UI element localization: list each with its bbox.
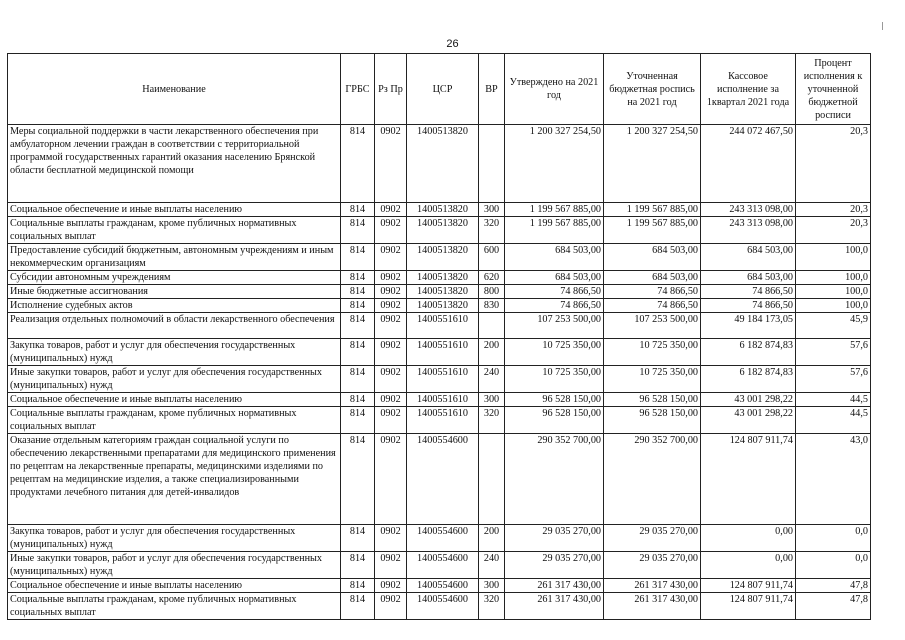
cell-name: Субсидии автономным учреждениям <box>8 271 341 285</box>
cell-vr <box>479 125 505 203</box>
cell-revised: 684 503,00 <box>604 271 701 285</box>
cell-name: Меры социальной поддержки в части лекарственного обеспечения при амбулаторном лечении граждан в соответствии с территориальной программой государственных гарантий оказания населению Брянской области бесплатной медицинской помощи <box>8 125 341 203</box>
cell-csr: 1400513820 <box>407 244 479 271</box>
cell-vr: 320 <box>479 593 505 620</box>
cell-approved: 684 503,00 <box>505 244 604 271</box>
table-row <box>8 366 871 393</box>
cell-cash: 43 001 298,22 <box>701 393 796 407</box>
cell-percent: 20,3 <box>796 125 871 203</box>
cell-rzpr: 0902 <box>375 313 407 339</box>
cell-grbs: 814 <box>341 525 375 552</box>
cell-vr: 800 <box>479 285 505 299</box>
table-row <box>8 525 871 552</box>
cell-percent: 100,0 <box>796 299 871 313</box>
cell-name: Иные закупки товаров, работ и услуг для обеспечения государственных (муниципальных) нужд <box>8 366 341 393</box>
cell-csr: 1400551610 <box>407 366 479 393</box>
header-name: Наименование <box>8 54 341 125</box>
cell-grbs: 814 <box>341 244 375 271</box>
cell-grbs: 814 <box>341 552 375 579</box>
cell-cash: 49 184 173,05 <box>701 313 796 339</box>
cell-rzpr: 0902 <box>375 366 407 393</box>
cell-rzpr: 0902 <box>375 579 407 593</box>
cell-name: Иные закупки товаров, работ и услуг для обеспечения государственных (муниципальных) нужд <box>8 552 341 579</box>
cell-name: Закупка товаров, работ и услуг для обеспечения государственных (муниципальных) нужд <box>8 339 341 366</box>
table-row <box>8 313 871 339</box>
header-cash: Кассовое исполнение за 1квартал 2021 года <box>701 54 796 125</box>
table-row <box>8 552 871 579</box>
cell-percent: 57,6 <box>796 339 871 366</box>
cell-approved: 261 317 430,00 <box>505 579 604 593</box>
cell-grbs: 814 <box>341 313 375 339</box>
cell-rzpr: 0902 <box>375 299 407 313</box>
cell-cash: 684 503,00 <box>701 271 796 285</box>
scan-edge-mark <box>882 22 883 30</box>
cell-vr <box>479 313 505 339</box>
cell-approved: 74 866,50 <box>505 285 604 299</box>
table-row <box>8 339 871 366</box>
cell-vr: 300 <box>479 579 505 593</box>
cell-name: Закупка товаров, работ и услуг для обеспечения государственных (муниципальных) нужд <box>8 525 341 552</box>
cell-vr: 300 <box>479 393 505 407</box>
cell-approved: 107 253 500,00 <box>505 313 604 339</box>
cell-csr: 1400554600 <box>407 434 479 525</box>
cell-grbs: 814 <box>341 299 375 313</box>
cell-percent: 47,8 <box>796 579 871 593</box>
cell-rzpr: 0902 <box>375 407 407 434</box>
cell-percent: 20,3 <box>796 203 871 217</box>
cell-csr: 1400551610 <box>407 393 479 407</box>
cell-approved: 684 503,00 <box>505 271 604 285</box>
cell-rzpr: 0902 <box>375 217 407 244</box>
cell-csr: 1400554600 <box>407 579 479 593</box>
cell-grbs: 814 <box>341 271 375 285</box>
cell-vr: 830 <box>479 299 505 313</box>
cell-csr: 1400513820 <box>407 125 479 203</box>
cell-grbs: 814 <box>341 339 375 366</box>
table-row <box>8 299 871 313</box>
cell-percent: 100,0 <box>796 285 871 299</box>
cell-percent: 100,0 <box>796 271 871 285</box>
cell-grbs: 814 <box>341 125 375 203</box>
cell-approved: 96 528 150,00 <box>505 393 604 407</box>
cell-rzpr: 0902 <box>375 525 407 552</box>
cell-revised: 29 035 270,00 <box>604 552 701 579</box>
cell-revised: 29 035 270,00 <box>604 525 701 552</box>
cell-grbs: 814 <box>341 203 375 217</box>
table-row <box>8 579 871 593</box>
cell-vr: 240 <box>479 366 505 393</box>
cell-revised: 10 725 350,00 <box>604 366 701 393</box>
cell-revised: 684 503,00 <box>604 244 701 271</box>
cell-cash: 243 313 098,00 <box>701 217 796 244</box>
cell-percent: 0,0 <box>796 525 871 552</box>
cell-grbs: 814 <box>341 285 375 299</box>
cell-name: Оказание отдельным категориям граждан социальной услуги по обеспечению лекарственными препаратами для медицинского применения по рецептам на лекарственные препараты, медицинскими изделиями по рецептам на медицинские изделия, а также специализированными продуктами лечебного питания для детей-инвалидов <box>8 434 341 525</box>
cell-csr: 1400554600 <box>407 525 479 552</box>
table-row <box>8 593 871 620</box>
cell-cash: 243 313 098,00 <box>701 203 796 217</box>
cell-rzpr: 0902 <box>375 434 407 525</box>
cell-rzpr: 0902 <box>375 552 407 579</box>
header-csr: ЦСР <box>407 54 479 125</box>
cell-revised: 10 725 350,00 <box>604 339 701 366</box>
table-row <box>8 434 871 525</box>
cell-csr: 1400551610 <box>407 313 479 339</box>
header-grbs: ГРБС <box>341 54 375 125</box>
page-number: 26 <box>446 38 459 50</box>
cell-revised: 96 528 150,00 <box>604 393 701 407</box>
cell-csr: 1400513820 <box>407 203 479 217</box>
cell-cash: 124 807 911,74 <box>701 593 796 620</box>
cell-percent: 57,6 <box>796 366 871 393</box>
cell-revised: 1 200 327 254,50 <box>604 125 701 203</box>
cell-rzpr: 0902 <box>375 203 407 217</box>
cell-rzpr: 0902 <box>375 393 407 407</box>
cell-grbs: 814 <box>341 434 375 525</box>
header-row <box>8 54 871 125</box>
cell-csr: 1400554600 <box>407 593 479 620</box>
cell-percent: 44,5 <box>796 393 871 407</box>
cell-grbs: 814 <box>341 407 375 434</box>
cell-cash: 43 001 298,22 <box>701 407 796 434</box>
cell-revised: 107 253 500,00 <box>604 313 701 339</box>
cell-revised: 74 866,50 <box>604 285 701 299</box>
cell-csr: 1400554600 <box>407 552 479 579</box>
cell-vr: 600 <box>479 244 505 271</box>
cell-grbs: 814 <box>341 217 375 244</box>
cell-approved: 1 199 567 885,00 <box>505 203 604 217</box>
header-vr: ВР <box>479 54 505 125</box>
cell-rzpr: 0902 <box>375 271 407 285</box>
cell-name: Социальные выплаты гражданам, кроме публичных нормативных социальных выплат <box>8 407 341 434</box>
cell-rzpr: 0902 <box>375 125 407 203</box>
cell-csr: 1400513820 <box>407 217 479 244</box>
cell-grbs: 814 <box>341 366 375 393</box>
cell-revised: 261 317 430,00 <box>604 593 701 620</box>
cell-grbs: 814 <box>341 393 375 407</box>
cell-approved: 290 352 700,00 <box>505 434 604 525</box>
cell-percent: 47,8 <box>796 593 871 620</box>
cell-cash: 124 807 911,74 <box>701 579 796 593</box>
cell-cash: 6 182 874,83 <box>701 366 796 393</box>
cell-vr: 200 <box>479 339 505 366</box>
cell-csr: 1400513820 <box>407 285 479 299</box>
cell-revised: 261 317 430,00 <box>604 579 701 593</box>
cell-rzpr: 0902 <box>375 244 407 271</box>
cell-rzpr: 0902 <box>375 339 407 366</box>
header-percent: Процент исполнения к уточненной бюджетной росписи <box>796 54 871 125</box>
cell-vr: 320 <box>479 217 505 244</box>
cell-revised: 290 352 700,00 <box>604 434 701 525</box>
cell-vr: 200 <box>479 525 505 552</box>
table-row <box>8 271 871 285</box>
cell-percent: 44,5 <box>796 407 871 434</box>
header-rzpr: Рз Пр <box>375 54 407 125</box>
cell-cash: 124 807 911,74 <box>701 434 796 525</box>
cell-percent: 20,3 <box>796 217 871 244</box>
header-revised: Уточненная бюджетная роспись на 2021 год <box>604 54 701 125</box>
cell-approved: 1 200 327 254,50 <box>505 125 604 203</box>
cell-approved: 10 725 350,00 <box>505 366 604 393</box>
cell-name: Социальное обеспечение и иные выплаты населению <box>8 579 341 593</box>
cell-cash: 0,00 <box>701 552 796 579</box>
cell-revised: 96 528 150,00 <box>604 407 701 434</box>
cell-grbs: 814 <box>341 593 375 620</box>
cell-name: Реализация отдельных полномочий в области лекарственного обеспечения <box>8 313 341 339</box>
table-row <box>8 285 871 299</box>
table-row <box>8 244 871 271</box>
table-row <box>8 393 871 407</box>
table-row <box>8 203 871 217</box>
cell-name: Предоставление субсидий бюджетным, автономным учреждениям и иным некоммерческим организациям <box>8 244 341 271</box>
cell-vr: 320 <box>479 407 505 434</box>
cell-approved: 261 317 430,00 <box>505 593 604 620</box>
cell-rzpr: 0902 <box>375 593 407 620</box>
table-row <box>8 125 871 203</box>
cell-approved: 10 725 350,00 <box>505 339 604 366</box>
cell-grbs: 814 <box>341 579 375 593</box>
cell-approved: 29 035 270,00 <box>505 525 604 552</box>
cell-approved: 74 866,50 <box>505 299 604 313</box>
cell-vr: 620 <box>479 271 505 285</box>
cell-revised: 1 199 567 885,00 <box>604 203 701 217</box>
cell-cash: 6 182 874,83 <box>701 339 796 366</box>
cell-vr: 240 <box>479 552 505 579</box>
cell-csr: 1400513820 <box>407 271 479 285</box>
cell-name: Социальное обеспечение и иные выплаты населению <box>8 393 341 407</box>
cell-cash: 684 503,00 <box>701 244 796 271</box>
cell-name: Социальные выплаты гражданам, кроме публичных нормативных социальных выплат <box>8 217 341 244</box>
header-approved: Утверждено на 2021 год <box>505 54 604 125</box>
cell-percent: 0,0 <box>796 552 871 579</box>
table-row <box>8 217 871 244</box>
cell-cash: 74 866,50 <box>701 285 796 299</box>
cell-vr <box>479 434 505 525</box>
cell-name: Социальное обеспечение и иные выплаты населению <box>8 203 341 217</box>
cell-name: Исполнение судебных актов <box>8 299 341 313</box>
cell-cash: 74 866,50 <box>701 299 796 313</box>
cell-approved: 1 199 567 885,00 <box>505 217 604 244</box>
cell-vr: 300 <box>479 203 505 217</box>
table-body <box>8 125 871 620</box>
cell-percent: 100,0 <box>796 244 871 271</box>
cell-cash: 244 072 467,50 <box>701 125 796 203</box>
cell-percent: 45,9 <box>796 313 871 339</box>
cell-revised: 1 199 567 885,00 <box>604 217 701 244</box>
cell-approved: 29 035 270,00 <box>505 552 604 579</box>
cell-name: Иные бюджетные ассигнования <box>8 285 341 299</box>
cell-percent: 43,0 <box>796 434 871 525</box>
cell-approved: 96 528 150,00 <box>505 407 604 434</box>
cell-name: Социальные выплаты гражданам, кроме публичных нормативных социальных выплат <box>8 593 341 620</box>
cell-revised: 74 866,50 <box>604 299 701 313</box>
budget-table <box>7 53 871 620</box>
cell-csr: 1400513820 <box>407 299 479 313</box>
cell-rzpr: 0902 <box>375 285 407 299</box>
cell-csr: 1400551610 <box>407 407 479 434</box>
table-row <box>8 407 871 434</box>
cell-csr: 1400551610 <box>407 339 479 366</box>
cell-cash: 0,00 <box>701 525 796 552</box>
